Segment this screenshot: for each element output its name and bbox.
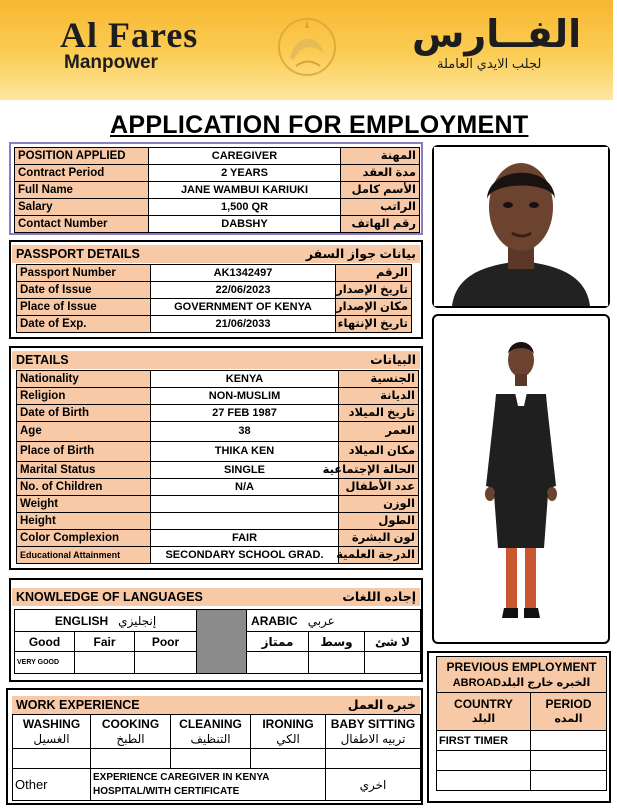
arabic-excellent-value [247, 652, 309, 674]
other-experience [91, 769, 326, 801]
position-table [14, 147, 420, 233]
field-value: THIKA KEN [151, 442, 339, 462]
skill-name: WASHING [22, 716, 81, 731]
previous-employment-table [436, 656, 607, 791]
table-row [15, 148, 420, 165]
table-row [15, 216, 420, 233]
field-label: Date of Exp. [17, 316, 151, 333]
previous-period-value [531, 731, 607, 751]
skill-name-ar: تربيه الاطفال [340, 731, 406, 746]
previous-employment-heading [437, 657, 607, 693]
field-value: SINGLE [151, 462, 339, 479]
table-row [17, 299, 412, 316]
field-label: Salary [15, 199, 149, 216]
field-value: GOVERNMENT OF KENYA [151, 299, 336, 316]
country-label: COUNTRY [454, 696, 513, 711]
english-poor-value [135, 652, 197, 674]
languages-heading-en: KNOWLEDGE OF LANGUAGES [16, 590, 203, 604]
field-label: Place of Issue [17, 299, 151, 316]
other-experience-line2: HOSPITAL/WITH CERTIFICATE [93, 785, 240, 797]
languages-heading [12, 588, 420, 606]
full-body-photo [432, 314, 610, 644]
period-label: PERIOD [545, 696, 592, 711]
field-label: Weight [17, 496, 151, 513]
field-label-ar: الديانة [339, 388, 419, 405]
field-label-ar: مكان الميلاد [339, 442, 419, 462]
details-heading [12, 351, 420, 369]
field-value: 2 YEARS [149, 165, 341, 182]
field-label-ar: الرقم [336, 265, 412, 282]
field-value: 21/06/2033 [151, 316, 336, 333]
english-level-poor: Poor [135, 632, 197, 652]
brand-name-ar: الفــارس [412, 14, 582, 56]
table-row [17, 371, 419, 388]
skill-header [171, 715, 251, 749]
previous-country-empty [437, 751, 531, 771]
table-row [17, 388, 419, 405]
field-label-ar: الوزن [339, 496, 419, 513]
english-fair-value [75, 652, 135, 674]
english-level-value: VERY GOOD [15, 652, 75, 674]
field-label: Nationality [17, 371, 151, 388]
skill-name-ar: الغسيل [33, 731, 70, 746]
full-body-image [434, 316, 608, 642]
brand-name-en: Al Fares [60, 15, 199, 55]
previous-heading-line1: PREVIOUS EMPLOYMENT [446, 659, 597, 674]
field-label: Marital Status [17, 462, 151, 479]
field-label: Date of Birth [17, 405, 151, 422]
field-label: Contact Number [15, 216, 149, 233]
field-label-ar: رقم الهاتف [341, 216, 420, 233]
table-row [15, 182, 420, 199]
headshot-image [434, 147, 608, 306]
field-label: Educational Attainment [17, 547, 151, 564]
skill-name-ar: الكي [276, 731, 300, 746]
work-table [12, 714, 421, 801]
skill-name: CLEANING [179, 716, 242, 731]
details-table [16, 370, 419, 564]
field-value [151, 496, 339, 513]
details-heading-en: DETAILS [16, 353, 69, 367]
passport-heading-en: PASSPORT DETAILS [16, 247, 140, 261]
arabic-label: ARABIC [251, 613, 298, 628]
previous-period-empty [531, 751, 607, 771]
english-label: ENGLISH [54, 613, 109, 628]
field-label-ar: الأسم كامل [341, 182, 420, 199]
skill-header [13, 715, 91, 749]
english-label-ar: إنجليزي [118, 613, 157, 628]
passport-heading [12, 245, 420, 263]
field-value: 27 FEB 1987 [151, 405, 339, 422]
field-value: KENYA [151, 371, 339, 388]
field-value: JANE WAMBUI KARIUKI [149, 182, 341, 199]
field-label-ar: لون البشرة [339, 530, 419, 547]
passport-heading-ar: بيانات جواز السفر [305, 247, 416, 261]
field-label: Full Name [15, 182, 149, 199]
arabic-average-value [309, 652, 365, 674]
field-label: Religion [17, 388, 151, 405]
field-value: 22/06/2023 [151, 282, 336, 299]
table-row [17, 316, 412, 333]
field-label: Height [17, 513, 151, 530]
skill-header [91, 715, 171, 749]
table-row [17, 547, 419, 564]
page-title: APPLICATION FOR EMPLOYMENT [110, 111, 529, 139]
brand-subtitle-en: Manpower [64, 52, 158, 73]
english-header [15, 610, 197, 632]
work-heading-en: WORK EXPERIENCE [16, 698, 140, 712]
details-heading-ar: البيانات [370, 353, 416, 367]
field-value: 38 [151, 422, 339, 442]
field-label-ar: مدة العقد [341, 165, 420, 182]
field-label-ar: الراتب [341, 199, 420, 216]
period-header [531, 693, 607, 731]
work-heading-ar: خبره العمل [347, 698, 416, 712]
field-label: Passport Number [17, 265, 151, 282]
table-row [17, 462, 419, 479]
table-row [17, 513, 419, 530]
table-row [17, 442, 419, 462]
field-value: SECONDARY SCHOOL GRAD. [151, 547, 339, 564]
languages-heading-ar: إجاده اللغات [342, 590, 416, 604]
table-row [17, 479, 419, 496]
skill-header [251, 715, 326, 749]
field-label: Age [17, 422, 151, 442]
table-row [17, 265, 412, 282]
skill-name: COOKING [101, 716, 160, 731]
passport-table [16, 264, 412, 333]
arabic-level-excellent: ممتاز [247, 632, 309, 652]
skill-name-ar: التنظيف [190, 731, 231, 746]
skill-name-ar: الطبخ [116, 731, 145, 746]
field-value [151, 513, 339, 530]
field-label-ar: تاريخ الإنتهاء [336, 316, 412, 333]
english-level-good: Good [15, 632, 75, 652]
passport-photo [432, 145, 610, 308]
english-level-fair: Fair [75, 632, 135, 652]
field-label-ar: تاريخ الإصدار [336, 282, 412, 299]
field-value: DABSHY [149, 216, 341, 233]
field-label: Color Complexion [17, 530, 151, 547]
language-divider-cell [197, 610, 247, 674]
arabic-header [247, 610, 421, 632]
table-row [15, 165, 420, 182]
field-label: Place of Birth [17, 442, 151, 462]
field-label-ar: الجنسية [339, 371, 419, 388]
field-label: Contract Period [15, 165, 149, 182]
table-row [15, 199, 420, 216]
previous-country-empty [437, 771, 531, 791]
skill-name: BABY SITTING [330, 716, 416, 731]
field-label-ar: الطول [339, 513, 419, 530]
field-label: Date of Issue [17, 282, 151, 299]
other-label: Other [13, 769, 91, 801]
arabic-level-none: لا شئ [365, 632, 421, 652]
field-label-ar: العمر [339, 422, 419, 442]
table-row [17, 530, 419, 547]
field-label-ar: الدرجة العلمية [339, 547, 419, 564]
field-value: FAIR [151, 530, 339, 547]
languages-table [14, 609, 421, 674]
field-label-ar: عدد الأطفال [339, 479, 419, 496]
field-value: N/A [151, 479, 339, 496]
field-value: CAREGIVER [149, 148, 341, 165]
table-row [17, 496, 419, 513]
field-value: NON-MUSLIM [151, 388, 339, 405]
previous-period-empty [531, 771, 607, 791]
field-value: AK1342497 [151, 265, 336, 282]
field-label-ar: المهنة [341, 148, 420, 165]
country-label-ar: البلد [471, 712, 496, 725]
field-label-ar: الحالة الإجتماعية [339, 462, 419, 479]
field-value: 1,500 QR [149, 199, 341, 216]
field-label-ar: مكان الإصدار [336, 299, 412, 316]
arabic-level-average: وسط [309, 632, 365, 652]
period-label-ar: المده [554, 712, 583, 725]
other-experience-line1: EXPERIENCE CAREGIVER IN KENYA [93, 771, 270, 783]
table-row [17, 405, 419, 422]
previous-country-value: FIRST TIMER [437, 731, 531, 751]
skill-header [326, 715, 421, 749]
country-header [437, 693, 531, 731]
field-label: No. of Children [17, 479, 151, 496]
calligraphy-emblem-icon [276, 14, 338, 80]
arabic-label-ar: عربي [307, 613, 335, 628]
skill-name: IRONING [262, 716, 314, 731]
previous-heading-line2: الخبره خارج البلدABROAD [452, 676, 591, 689]
field-label: POSITION APPLIED [15, 148, 149, 165]
table-row [17, 282, 412, 299]
arabic-none-value [365, 652, 421, 674]
field-label-ar: تاريخ الميلاد [339, 405, 419, 422]
brand-subtitle-ar: لجلب الايدي العاملة [437, 56, 542, 71]
other-label-ar: اخري [326, 769, 421, 801]
table-row [17, 422, 419, 442]
work-heading [12, 696, 420, 714]
